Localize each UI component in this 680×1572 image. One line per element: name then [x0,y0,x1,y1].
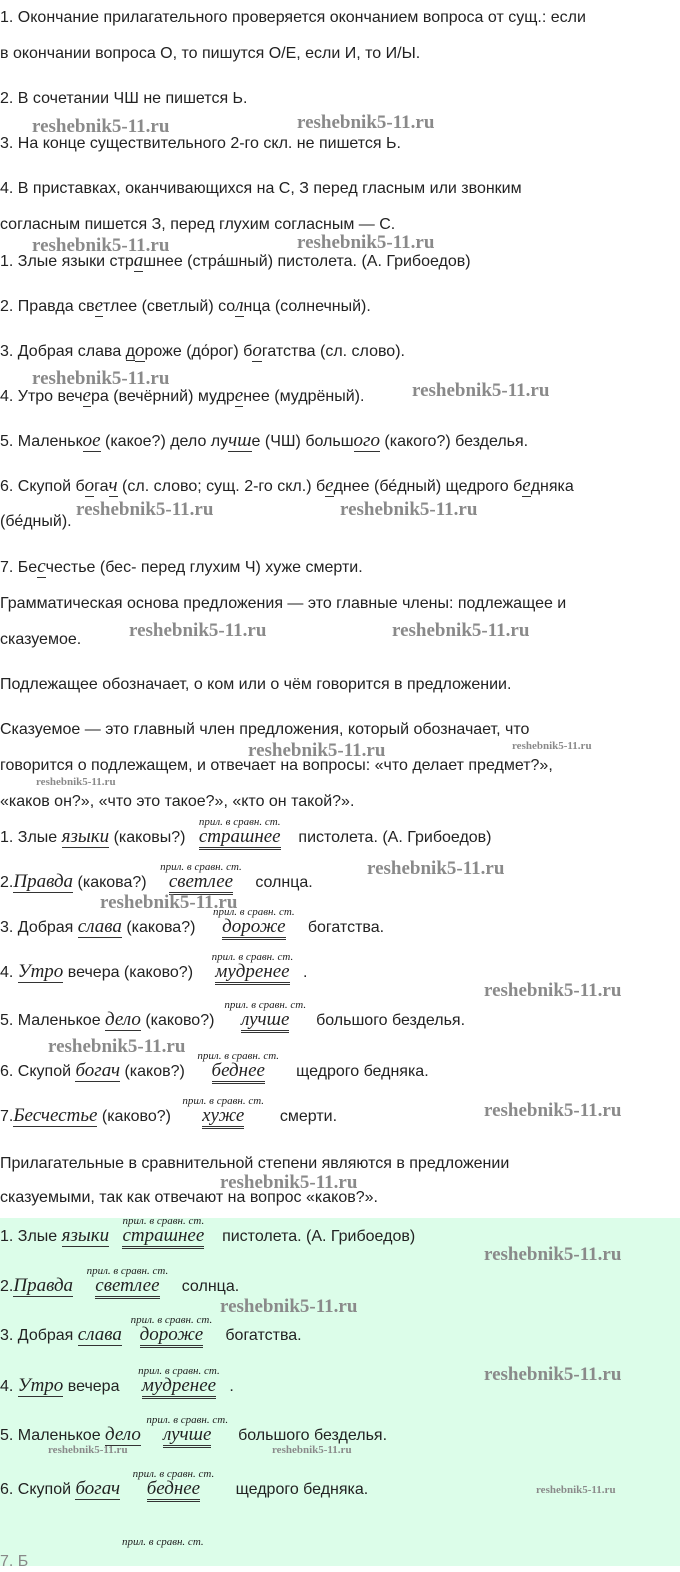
conclusion-line: сказуемыми, так как отвечают на вопрос «каков?». [0,1189,378,1206]
watermark: reshebnik5-11.ru [100,892,238,913]
watermark: reshebnik5-11.ru [272,1444,352,1456]
explained-line: 5. Маленькое (какое?) дело лучше (ЧШ) большого (какого?) безделья. [0,430,529,451]
explained-line: 1. Злые языки страшнее (стра́шный) пистолета. (А. Грибоедов) [0,250,471,271]
parsed-sentence: 2.Правда (какова?) прил. в сравн. ст. светлее солнца. [0,872,313,893]
rule-line: 2. В сочетании ЧШ не пишется Ь. [0,90,248,107]
parsed-sentence: 3. Добрая слава (какова?) прил. в сравн. ст. дороже богатства. [0,917,384,938]
explained-line: 6. Скупой богач (сл. слово; сущ. 2-го скл.) беднее (бе́дный) щедрого бедняка [0,475,574,496]
watermark: reshebnik5-11.ru [392,620,530,641]
watermark: reshebnik5-11.ru [220,1172,358,1193]
rule-line: 1. Окончание прилагательного проверяется окончанием вопроса от сущ.: если [0,9,586,26]
parsed-sentence: 4. Утро вечера (каково?) прил. в сравн. ст. мудренее . [0,962,307,983]
explained-line: 2. Правда светлее (светлый) солнца (солнечный). [0,295,371,316]
watermark: reshebnik5-11.ru [32,368,170,389]
explained-line: 4. Утро вечера (вечёрний) мудренее (мудрёный). [0,385,365,406]
explained-line: 3. Добрая слава дороже (до́рог) богатства (сл. слово). [0,340,405,361]
watermark: reshebnik5-11.ru [220,1296,358,1317]
watermark: reshebnik5-11.ru [340,499,478,520]
final-sentence: 5. Маленькое дело прил. в сравн. ст. лучше большого безделья. [0,1425,387,1446]
final-sentence: 3. Добрая слава прил. в сравн. ст. дороже богатства. [0,1325,302,1346]
parsed-sentence: 1. Злые языки (каковы?) прил. в сравн. ст. страшнее пистолета. (А. Грибоедов) [0,827,492,848]
watermark: reshebnik5-11.ru [32,116,170,137]
watermark: reshebnik5-11.ru [536,1484,616,1496]
theory-line: Подлежащее обозначает, о ком или о чём говорится в предложении. [0,676,512,693]
watermark: reshebnik5-11.ru [412,380,550,401]
watermark: reshebnik5-11.ru [48,1036,186,1057]
cut-off-tag: прил. в сравн. ст. [122,1536,204,1548]
rule-line: в окончании вопроса О, то пишутся О/Е, если И, то И/Ы. [0,45,421,62]
final-sentence: 2.Правда прил. в сравн. ст. светлее солнца. [0,1276,239,1297]
watermark: reshebnik5-11.ru [484,1244,622,1265]
final-sentence: 4. Утро вечера прил. в сравн. ст. мудренее . [0,1376,234,1397]
rule-line: 3. На конце существительного 2-го скл. не пишется Ь. [0,135,401,152]
conclusion-line: Прилагательные в сравнительной степени являются в предложении [0,1155,510,1172]
watermark: reshebnik5-11.ru [32,235,170,256]
watermark: reshebnik5-11.ru [48,1444,128,1456]
watermark: reshebnik5-11.ru [484,980,622,1001]
watermark: reshebnik5-11.ru [484,1364,622,1385]
watermark: reshebnik5-11.ru [76,499,214,520]
watermark: reshebnik5-11.ru [297,112,435,133]
final-sentence: 6. Скупой богач прил. в сравн. ст. беднее щедрого бедняка. [0,1479,368,1500]
explained-line: 7. Бесчестье (бес- перед глухим Ч) хуже смерти. [0,556,363,577]
watermark: reshebnik5-11.ru [297,232,435,253]
rule-line: согласным пишется З, перед глухим согласным — С. [0,216,396,233]
theory-line: Грамматическая основа предложения — это главные члены: подлежащее и [0,595,567,612]
watermark: reshebnik5-11.ru [36,776,116,788]
theory-line: Сказуемое — это главный член предложения, который обозначает, что [0,721,530,738]
parsed-sentence: 7.Бесчестье (каково?) прил. в сравн. ст. хуже смерти. [0,1106,337,1127]
watermark: reshebnik5-11.ru [367,858,505,879]
explained-line: (бе́дный). [0,513,72,530]
parsed-sentence: 5. Маленькое дело (каково?) прил. в сравн. ст. лучше большого безделья. [0,1010,465,1031]
watermark: reshebnik5-11.ru [248,740,386,761]
theory-line: сказуемое. [0,631,82,648]
final-sentence: 1. Злые языки прил. в сравн. ст. страшнее пистолета. (А. Грибоедов) [0,1226,415,1247]
parsed-sentence: 6. Скупой богач (каков?) прил. в сравн. ст. беднее щедрого бедняка. [0,1061,429,1082]
watermark: reshebnik5-11.ru [512,740,592,752]
watermark: reshebnik5-11.ru [484,1100,622,1121]
cut-off-line: 7. Б [0,1553,29,1570]
theory-line: говорится о подлежащем, и отвечает на вопросы: «что делает предмет?», [0,757,553,774]
theory-line: «каков он?», «что это такое?», «кто он такой?». [0,793,355,810]
rule-line: 4. В приставках, оканчивающихся на С, З перед гласным или звонким [0,180,522,197]
watermark: reshebnik5-11.ru [129,620,267,641]
